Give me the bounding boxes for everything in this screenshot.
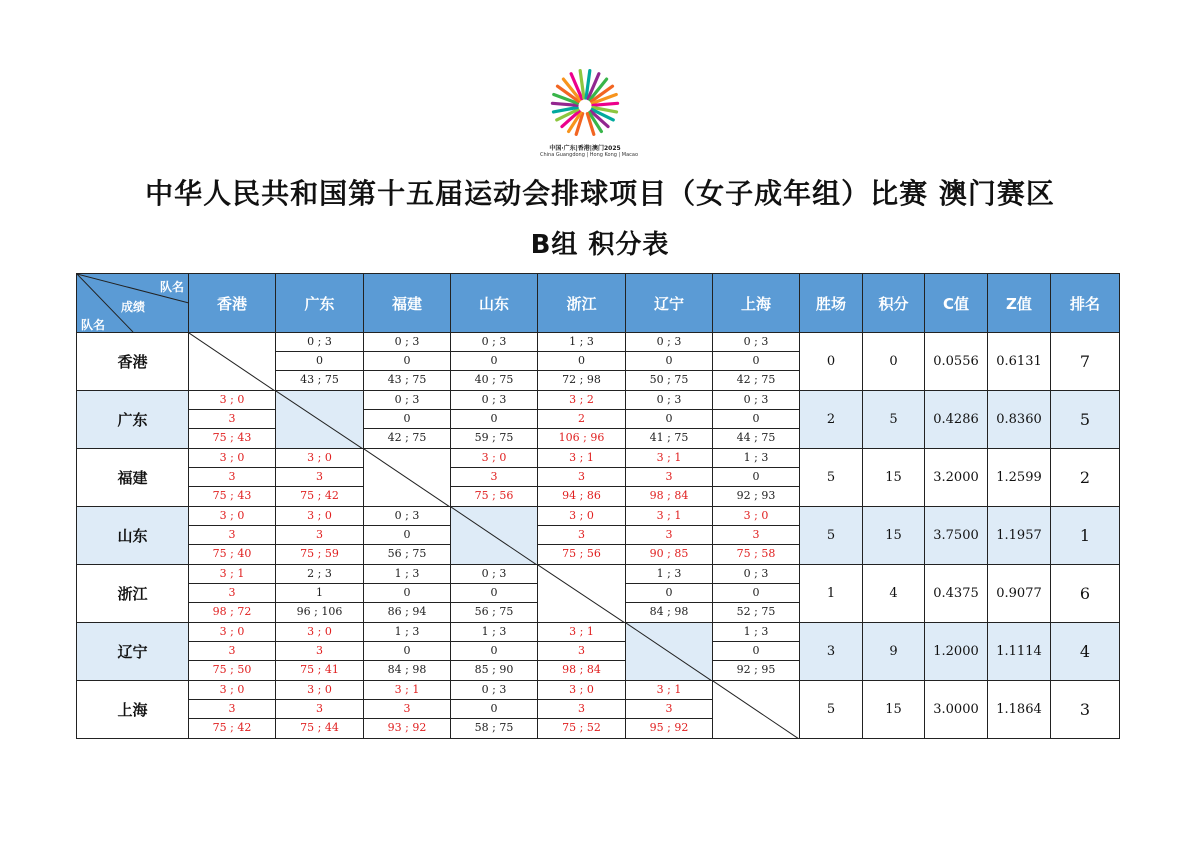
match-sets: 3 ; 0 (189, 681, 275, 700)
match-points: 0 (713, 352, 799, 371)
match-points: 0 (451, 352, 537, 371)
match-result-cell (451, 623, 538, 681)
match-score: 92 ; 93 (736, 489, 776, 502)
page-subtitle: B组 积分表 (530, 230, 670, 260)
match-sets: 0 ; 3 (364, 507, 450, 526)
self-match-cell (451, 507, 538, 565)
match-score: 41 ; 75 (649, 431, 689, 444)
row-team-name: 浙江 (77, 565, 189, 623)
match-sets: 3 ; 1 (626, 507, 712, 526)
match-score: 75 ; 40 (212, 547, 252, 560)
match-sets: 1 ; 3 (451, 623, 537, 642)
rank-value: 2 (1051, 449, 1120, 507)
match-score: 75 ; 50 (212, 663, 252, 676)
match-points: 3 (189, 584, 275, 603)
standings-body (77, 333, 1120, 739)
match-sets: 0 ; 3 (451, 333, 537, 352)
match-sets: 3 ; 1 (538, 449, 625, 468)
match-sets: 3 ; 0 (451, 449, 537, 468)
match-sets: 3 ; 0 (189, 391, 275, 410)
match-points: 0 (451, 584, 537, 603)
match-result-cell (538, 391, 626, 449)
column-header-team: 辽宁 (626, 274, 713, 333)
corner-header (77, 274, 189, 333)
c-value: 1.2000 (925, 623, 988, 681)
column-header-team: 福建 (364, 274, 451, 333)
self-match-cell (189, 333, 276, 391)
match-points: 0 (626, 584, 712, 603)
corner-label-bottom: 队名 (81, 318, 106, 332)
self-match-cell (276, 391, 364, 449)
c-value: 3.7500 (925, 507, 988, 565)
match-points: 3 (276, 700, 363, 719)
match-score: 75 ; 56 (474, 489, 514, 502)
match-result-cell (276, 333, 364, 391)
match-sets: 1 ; 3 (713, 623, 799, 642)
match-score: 56 ; 75 (474, 605, 514, 618)
match-score: 98 ; 84 (649, 489, 689, 502)
match-result-cell (364, 565, 451, 623)
column-header-stat: C值 (925, 274, 988, 333)
match-sets: 3 ; 1 (626, 449, 712, 468)
row-team-name: 广东 (77, 391, 189, 449)
match-score: 75 ; 41 (300, 663, 339, 676)
match-result-cell (538, 681, 626, 739)
row-team-name: 福建 (77, 449, 189, 507)
table-row (77, 449, 1120, 507)
match-sets: 1 ; 3 (364, 623, 450, 642)
match-result-cell (626, 565, 713, 623)
column-header-stat: Z值 (988, 274, 1051, 333)
match-score: 42 ; 75 (387, 431, 427, 444)
match-points: 3 (189, 410, 275, 429)
match-points: 0 (451, 410, 537, 429)
z-value: 1.1864 (988, 681, 1051, 739)
match-result-cell (189, 623, 276, 681)
match-result-cell (276, 681, 364, 739)
wins-value: 1 (800, 565, 863, 623)
wins-value: 2 (800, 391, 863, 449)
match-result-cell (189, 681, 276, 739)
match-sets: 0 ; 3 (276, 333, 363, 352)
match-score: 75 ; 58 (736, 547, 776, 560)
match-result-cell (538, 623, 626, 681)
column-header-stat: 排名 (1051, 274, 1120, 333)
match-score: 93 ; 92 (387, 721, 427, 734)
match-points: 0 (713, 584, 799, 603)
match-result-cell (364, 333, 451, 391)
match-points: 3 (626, 700, 712, 719)
match-result-cell (364, 681, 451, 739)
self-match-cell (713, 681, 800, 739)
c-value: 0.0556 (925, 333, 988, 391)
match-sets: 3 ; 0 (538, 681, 625, 700)
match-sets: 0 ; 3 (713, 333, 799, 352)
points-value: 9 (863, 623, 925, 681)
z-value: 1.2599 (988, 449, 1051, 507)
match-result-cell (713, 565, 800, 623)
match-points: 3 (538, 700, 625, 719)
table-row (77, 333, 1120, 391)
match-sets: 0 ; 3 (451, 391, 537, 410)
match-sets: 3 ; 1 (626, 681, 712, 700)
match-sets: 0 ; 3 (364, 391, 450, 410)
match-sets: 2 ; 3 (276, 565, 363, 584)
match-points: 3 (276, 642, 363, 661)
match-points: 2 (538, 410, 625, 429)
match-sets: 3 ; 0 (276, 681, 363, 700)
match-points: 3 (189, 526, 275, 545)
column-header-team: 浙江 (538, 274, 626, 333)
match-sets: 3 ; 0 (713, 507, 799, 526)
match-sets: 1 ; 3 (538, 333, 625, 352)
wins-value: 3 (800, 623, 863, 681)
z-value: 1.1957 (988, 507, 1051, 565)
z-value: 0.6131 (988, 333, 1051, 391)
logo-sub-text: China Guangdong | Hong Kong | Macao (540, 152, 639, 158)
match-sets: 0 ; 3 (626, 333, 712, 352)
match-result-cell (713, 623, 800, 681)
match-result-cell (626, 449, 713, 507)
match-sets: 0 ; 3 (713, 391, 799, 410)
match-points: 3 (538, 468, 625, 487)
match-result-cell (713, 333, 800, 391)
match-result-cell (276, 507, 364, 565)
wins-value: 5 (800, 681, 863, 739)
match-score: 50 ; 75 (649, 373, 689, 386)
match-score: 43 ; 75 (300, 373, 339, 386)
match-score: 40 ; 75 (474, 373, 514, 386)
match-sets: 3 ; 1 (538, 623, 625, 642)
match-points: 0 (713, 468, 799, 487)
z-value: 0.8360 (988, 391, 1051, 449)
match-score: 75 ; 44 (300, 721, 339, 734)
match-points: 0 (364, 584, 450, 603)
match-points: 3 (276, 526, 363, 545)
table-row (77, 565, 1120, 623)
match-result-cell (626, 507, 713, 565)
match-result-cell (713, 507, 800, 565)
match-sets: 1 ; 3 (713, 449, 799, 468)
match-sets: 3 ; 0 (276, 623, 363, 642)
match-sets: 1 ; 3 (626, 565, 712, 584)
match-result-cell (626, 391, 713, 449)
match-result-cell (451, 449, 538, 507)
points-value: 15 (863, 681, 925, 739)
match-score: 44 ; 75 (736, 431, 776, 444)
match-points: 3 (189, 468, 275, 487)
c-value: 0.4375 (925, 565, 988, 623)
match-sets: 0 ; 3 (364, 333, 450, 352)
match-score: 52 ; 75 (736, 605, 776, 618)
rank-value: 1 (1051, 507, 1120, 565)
match-sets: 3 ; 0 (276, 507, 363, 526)
games-logo (540, 60, 639, 160)
match-points: 0 (626, 410, 712, 429)
match-sets: 3 ; 0 (538, 507, 625, 526)
header-row (77, 274, 1120, 333)
match-score: 72 ; 98 (562, 373, 601, 386)
corner-label-middle: 成绩 (121, 300, 146, 314)
match-points: 0 (713, 642, 799, 661)
match-score: 75 ; 42 (212, 721, 252, 734)
match-score: 75 ; 43 (212, 431, 252, 444)
column-header-team: 广东 (276, 274, 364, 333)
table-row (77, 681, 1120, 739)
self-match-cell (364, 449, 451, 507)
match-result-cell (276, 449, 364, 507)
points-value: 15 (863, 507, 925, 565)
logo-caption (540, 145, 639, 158)
match-sets: 3 ; 0 (189, 449, 275, 468)
match-points: 0 (276, 352, 363, 371)
match-points: 0 (451, 700, 537, 719)
z-value: 0.9077 (988, 565, 1051, 623)
table-row (77, 623, 1120, 681)
match-sets: 3 ; 1 (364, 681, 450, 700)
match-score: 84 ; 98 (649, 605, 689, 618)
row-team-name: 香港 (77, 333, 189, 391)
row-team-name: 辽宁 (77, 623, 189, 681)
match-sets: 1 ; 3 (364, 565, 450, 584)
match-sets: 3 ; 2 (538, 391, 625, 410)
match-result-cell (189, 449, 276, 507)
match-points: 3 (451, 468, 537, 487)
match-points: 0 (626, 352, 712, 371)
match-points: 3 (626, 526, 712, 545)
match-result-cell (538, 333, 626, 391)
match-score: 98 ; 84 (562, 663, 601, 676)
table-row (77, 391, 1120, 449)
match-score: 86 ; 94 (387, 605, 427, 618)
c-value: 3.0000 (925, 681, 988, 739)
rank-value: 6 (1051, 565, 1120, 623)
standings-table (76, 273, 1120, 739)
match-points: 3 (626, 468, 712, 487)
match-points: 0 (364, 352, 450, 371)
z-value: 1.1114 (988, 623, 1051, 681)
match-result-cell (451, 333, 538, 391)
match-result-cell (713, 449, 800, 507)
match-points: 3 (189, 642, 275, 661)
match-score: 43 ; 75 (387, 373, 427, 386)
match-score: 75 ; 43 (212, 489, 252, 502)
column-header-team: 香港 (189, 274, 276, 333)
points-value: 5 (863, 391, 925, 449)
match-score: 85 ; 90 (474, 663, 514, 676)
match-result-cell (189, 391, 276, 449)
match-score: 84 ; 98 (387, 663, 427, 676)
match-score: 75 ; 52 (562, 721, 601, 734)
match-sets: 3 ; 0 (189, 507, 275, 526)
rank-value: 4 (1051, 623, 1120, 681)
match-result-cell (713, 391, 800, 449)
points-value: 0 (863, 333, 925, 391)
corner-label-top: 队名 (159, 280, 184, 294)
wins-value: 5 (800, 449, 863, 507)
wins-value: 5 (800, 507, 863, 565)
match-score: 59 ; 75 (474, 431, 514, 444)
flower-emblem-icon (540, 60, 630, 146)
column-header-team: 山东 (451, 274, 538, 333)
match-points: 0 (364, 410, 450, 429)
match-points: 0 (364, 526, 450, 545)
self-match-cell (538, 565, 626, 623)
match-result-cell (626, 681, 713, 739)
self-match-cell (626, 623, 713, 681)
match-points: 3 (538, 526, 625, 545)
match-sets: 3 ; 1 (189, 565, 275, 584)
match-score: 75 ; 59 (300, 547, 339, 560)
match-score: 98 ; 72 (212, 605, 252, 618)
row-team-name: 上海 (77, 681, 189, 739)
row-team-name: 山东 (77, 507, 189, 565)
match-sets: 3 ; 0 (276, 449, 363, 468)
match-sets: 0 ; 3 (451, 681, 537, 700)
match-result-cell (189, 507, 276, 565)
match-points: 3 (538, 642, 625, 661)
match-score: 58 ; 75 (474, 721, 514, 734)
match-sets: 0 ; 3 (626, 391, 712, 410)
match-points: 1 (276, 584, 363, 603)
match-points: 3 (189, 700, 275, 719)
match-points: 0 (451, 642, 537, 661)
rank-value: 5 (1051, 391, 1120, 449)
match-score: 95 ; 92 (649, 721, 689, 734)
column-header-stat: 胜场 (800, 274, 863, 333)
match-score: 75 ; 42 (300, 489, 339, 502)
match-result-cell (538, 507, 626, 565)
points-value: 15 (863, 449, 925, 507)
match-result-cell (451, 565, 538, 623)
match-sets: 0 ; 3 (713, 565, 799, 584)
match-points: 0 (364, 642, 450, 661)
table-row (77, 507, 1120, 565)
match-sets: 0 ; 3 (451, 565, 537, 584)
points-value: 4 (863, 565, 925, 623)
match-result-cell (364, 507, 451, 565)
match-result-cell (626, 333, 713, 391)
match-result-cell (276, 623, 364, 681)
match-score: 106 ; 96 (558, 431, 605, 444)
column-header-team: 上海 (713, 274, 800, 333)
match-result-cell (364, 391, 451, 449)
match-result-cell (451, 391, 538, 449)
match-points: 0 (713, 410, 799, 429)
logo-brand-text: 中国·广东|香港|澳门2025 (549, 145, 621, 152)
c-value: 3.2000 (925, 449, 988, 507)
match-result-cell (276, 565, 364, 623)
match-score: 42 ; 75 (736, 373, 776, 386)
match-score: 75 ; 56 (562, 547, 601, 560)
match-score: 90 ; 85 (649, 547, 689, 560)
match-result-cell (451, 681, 538, 739)
match-result-cell (364, 623, 451, 681)
match-result-cell (189, 565, 276, 623)
match-sets: 3 ; 0 (189, 623, 275, 642)
match-score: 96 ; 106 (296, 605, 343, 618)
column-header-stat: 积分 (863, 274, 925, 333)
rank-value: 7 (1051, 333, 1120, 391)
match-points: 0 (538, 352, 625, 371)
wins-value: 0 (800, 333, 863, 391)
c-value: 0.4286 (925, 391, 988, 449)
match-score: 56 ; 75 (387, 547, 427, 560)
rank-value: 3 (1051, 681, 1120, 739)
match-result-cell (538, 449, 626, 507)
match-score: 92 ; 95 (736, 663, 776, 676)
match-points: 3 (713, 526, 799, 545)
match-score: 94 ; 86 (562, 489, 601, 502)
page-title: 中华人民共和国第十五届运动会排球项目（女子成年组）比赛 澳门赛区 (145, 177, 1055, 210)
match-points: 3 (364, 700, 450, 719)
match-points: 3 (276, 468, 363, 487)
